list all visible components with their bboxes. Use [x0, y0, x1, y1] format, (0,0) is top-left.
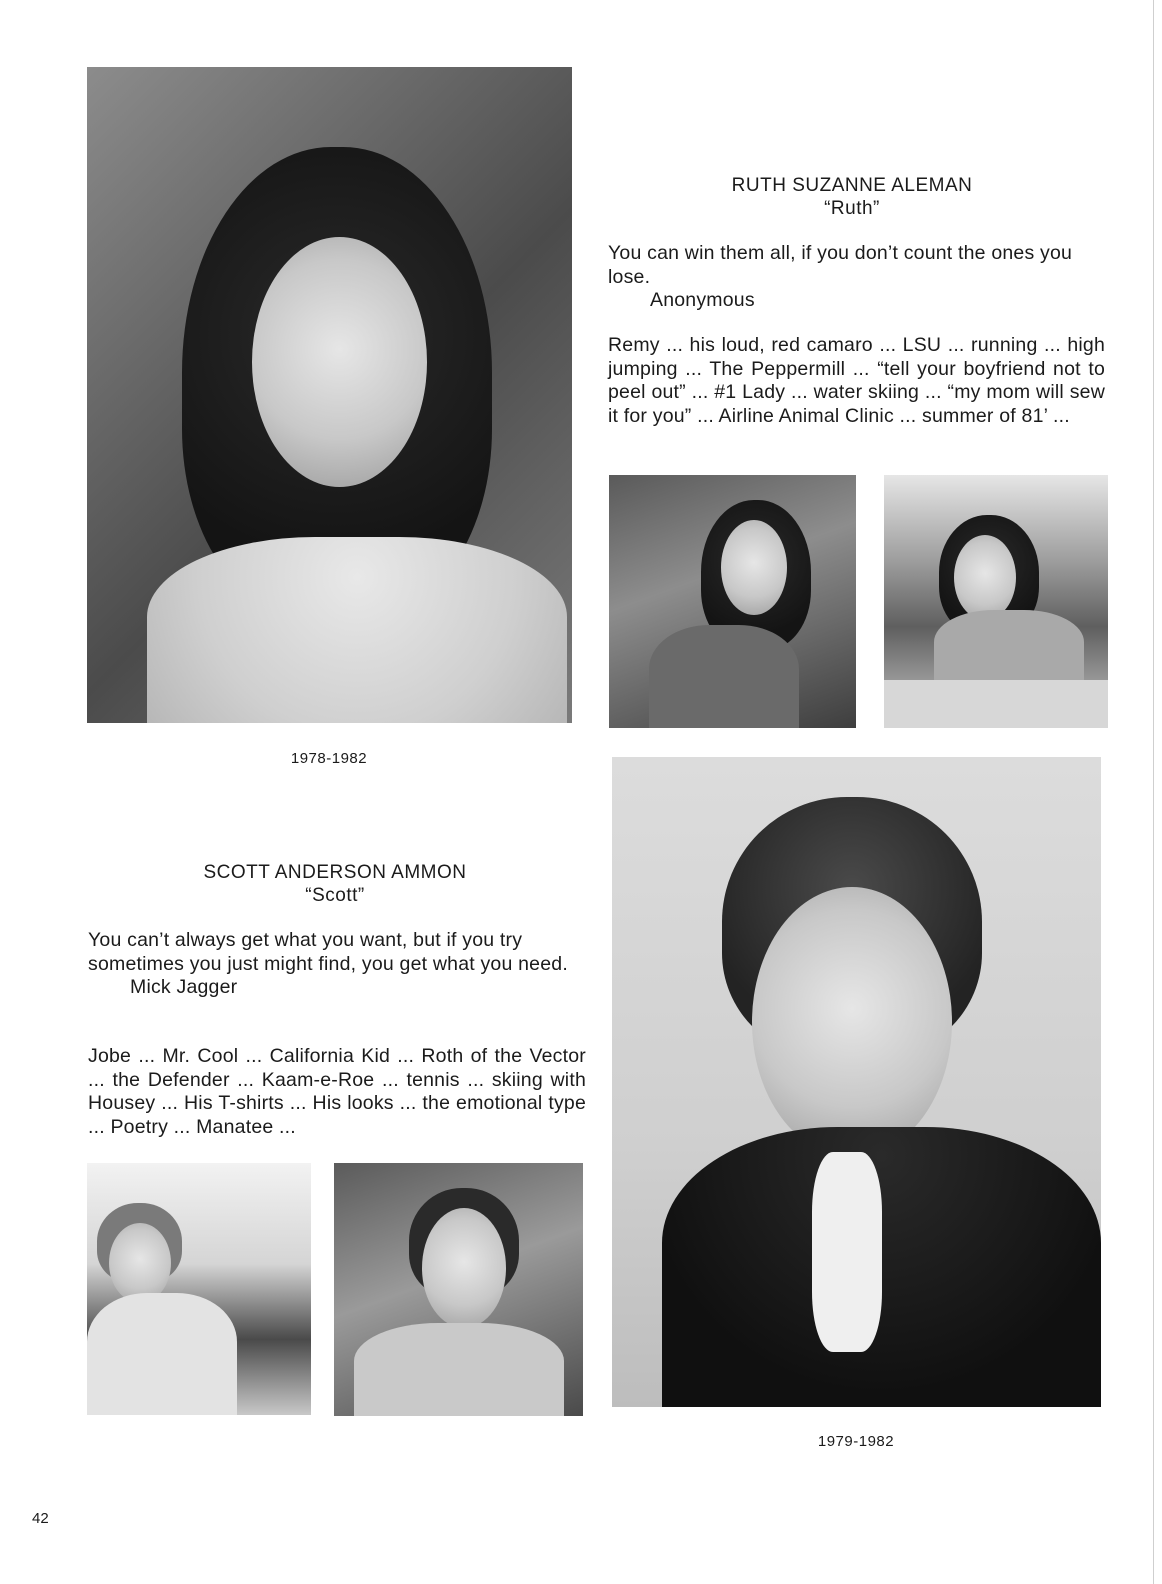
- scott-quote-block: [88, 929, 588, 1000]
- ruth-quote: You can win them all, if you don’t count the ones you lose.: [608, 242, 1073, 288]
- ruth-candid-photo-1: [609, 475, 856, 728]
- scott-quote: You can’t always get what you want, but if you try sometimes you just might find, you get what you need.: [88, 929, 568, 975]
- ruth-notes: Remy ... his loud, red camaro ... LSU ... running ... high jumping ... The Peppermill ... “tell your boyfriend not to peel out” ... #1 Lady ... water skiing ... “my mom will sew it for you” ... Airline Animal Clinic ... summer of 81’ ...: [608, 334, 1105, 427]
- page-edge-line: [1153, 0, 1154, 1584]
- scott-full-name: SCOTT ANDERSON AMMON: [203, 862, 467, 883]
- scott-notes: Jobe ... Mr. Cool ... California Kid ... Roth of the Vector ... the Defender ... Kaam-e-Roe ... tennis ... skiing with Housey ... His T-shirts ... His looks ... the emotional type ... Poetry ... Manatee ...: [88, 1045, 586, 1138]
- ruth-years: 1978-1982: [290, 750, 368, 767]
- page-number: 42: [32, 1510, 49, 1527]
- ruth-full-name: RUTH SUZANNE ALEMAN: [731, 175, 973, 196]
- scott-name-block: [90, 861, 580, 907]
- ruth-nickname: “Ruth”: [824, 198, 880, 219]
- scott-portrait-photo: [612, 757, 1101, 1407]
- scott-nickname: “Scott”: [305, 885, 365, 906]
- ruth-name-block: [608, 174, 1096, 220]
- ruth-quote-author: Anonymous: [650, 289, 755, 311]
- ruth-candid-photo-2: [884, 475, 1108, 728]
- scott-quote-author: Mick Jagger: [130, 976, 238, 998]
- scott-candid-photo-1: [87, 1163, 311, 1415]
- ruth-quote-block: [608, 242, 1103, 313]
- ruth-portrait-photo: [87, 67, 572, 723]
- scott-years: 1979-1982: [817, 1433, 895, 1450]
- scott-candid-photo-2: [334, 1163, 583, 1416]
